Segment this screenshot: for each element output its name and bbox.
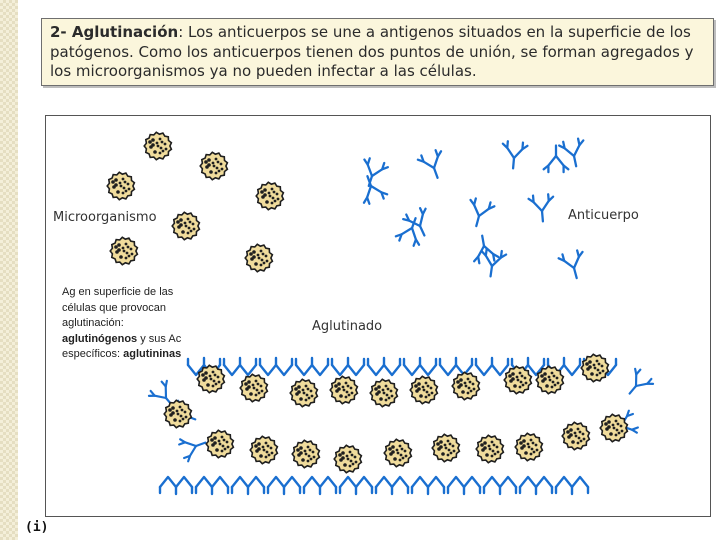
microorganism xyxy=(384,439,411,466)
antibody-bridge xyxy=(484,477,516,494)
microorganism xyxy=(206,430,233,457)
antibody-bridge xyxy=(232,477,264,494)
antibody xyxy=(178,432,210,463)
note-line xyxy=(62,347,212,363)
microorganism xyxy=(600,414,627,441)
title-box xyxy=(41,18,714,86)
antigen-note xyxy=(62,285,212,363)
microorganism-label: Microorganismo xyxy=(53,210,157,225)
microorganism xyxy=(334,445,361,472)
note-text: específicos xyxy=(62,348,118,360)
antibody-bridge xyxy=(376,477,408,494)
antibody xyxy=(621,367,655,401)
note-line: Ag en superficie de las xyxy=(62,286,174,298)
antibody-bridge xyxy=(268,477,300,494)
agglutinogens-term: aglutinógenos xyxy=(62,332,138,345)
antibody-bridge xyxy=(332,358,364,375)
antibody-bridge xyxy=(160,477,192,494)
note-line xyxy=(62,332,212,348)
antibody-bridge xyxy=(340,477,372,494)
title-text xyxy=(50,23,705,82)
antibody-bridge xyxy=(448,477,480,494)
antibody-bridge xyxy=(224,358,256,375)
microorganism xyxy=(110,237,137,264)
microorganism xyxy=(200,152,227,179)
antibody xyxy=(501,141,528,170)
agglutinins-term: aglutininas xyxy=(123,348,182,360)
microorganism xyxy=(256,182,283,209)
microorganism xyxy=(504,366,531,393)
microorganism xyxy=(172,212,199,239)
antibody-bridge xyxy=(520,477,552,494)
antibody-bridge xyxy=(304,477,336,494)
microorganism xyxy=(452,372,479,399)
microorganism xyxy=(107,172,134,199)
antibody xyxy=(464,197,495,229)
agglutinate-label: Aglutinado xyxy=(312,319,383,334)
microorganism xyxy=(581,354,608,381)
title-description: Los anticuerpos se une a antigenos situados en la superficie de los patógenos. Como los anticuerpos tienen dos puntos de unión, se forman agregados y los microorganismos ya no pueden infectar a las células. xyxy=(50,23,694,80)
agglutination-diagram xyxy=(45,115,711,517)
note-text: : xyxy=(117,348,124,360)
microorganism xyxy=(410,376,437,403)
microorganism xyxy=(330,376,357,403)
microorganism xyxy=(164,400,191,427)
microorganism xyxy=(144,132,171,159)
microorganism xyxy=(292,440,319,467)
title-heading: 2- Aglutinación xyxy=(50,23,179,41)
antibody-bridge xyxy=(476,358,508,375)
antibody-label: Anticuerpo xyxy=(568,208,639,223)
antibody-bridge xyxy=(260,358,292,375)
antibody-bridge xyxy=(296,358,328,375)
antibody-bridge xyxy=(556,477,588,494)
antibody xyxy=(417,149,449,182)
microorganism xyxy=(432,434,459,461)
antibody xyxy=(402,206,436,241)
microorganism xyxy=(370,379,397,406)
note-text: y sus Ac xyxy=(137,332,182,345)
microorganism xyxy=(245,244,272,271)
microorganism xyxy=(250,436,277,463)
microorganism xyxy=(240,374,267,401)
note-line: células que provocan xyxy=(62,301,166,314)
antibody-bridge xyxy=(412,477,444,494)
microorganism xyxy=(476,435,503,462)
figure-label: (i) xyxy=(25,520,49,535)
note-line: aglutinación: xyxy=(62,317,124,329)
microorganism xyxy=(515,433,542,460)
microorganism xyxy=(562,422,589,449)
antibody xyxy=(357,157,389,190)
microorganism xyxy=(290,379,317,406)
antibody xyxy=(558,249,589,281)
antibody-bridge xyxy=(440,358,472,375)
antibody xyxy=(470,234,499,264)
antibody-bridge xyxy=(368,358,400,375)
antibody xyxy=(528,194,555,223)
antibody-bridge xyxy=(196,477,228,494)
antibody-bridge xyxy=(404,358,436,375)
title-colon: : xyxy=(178,23,189,41)
